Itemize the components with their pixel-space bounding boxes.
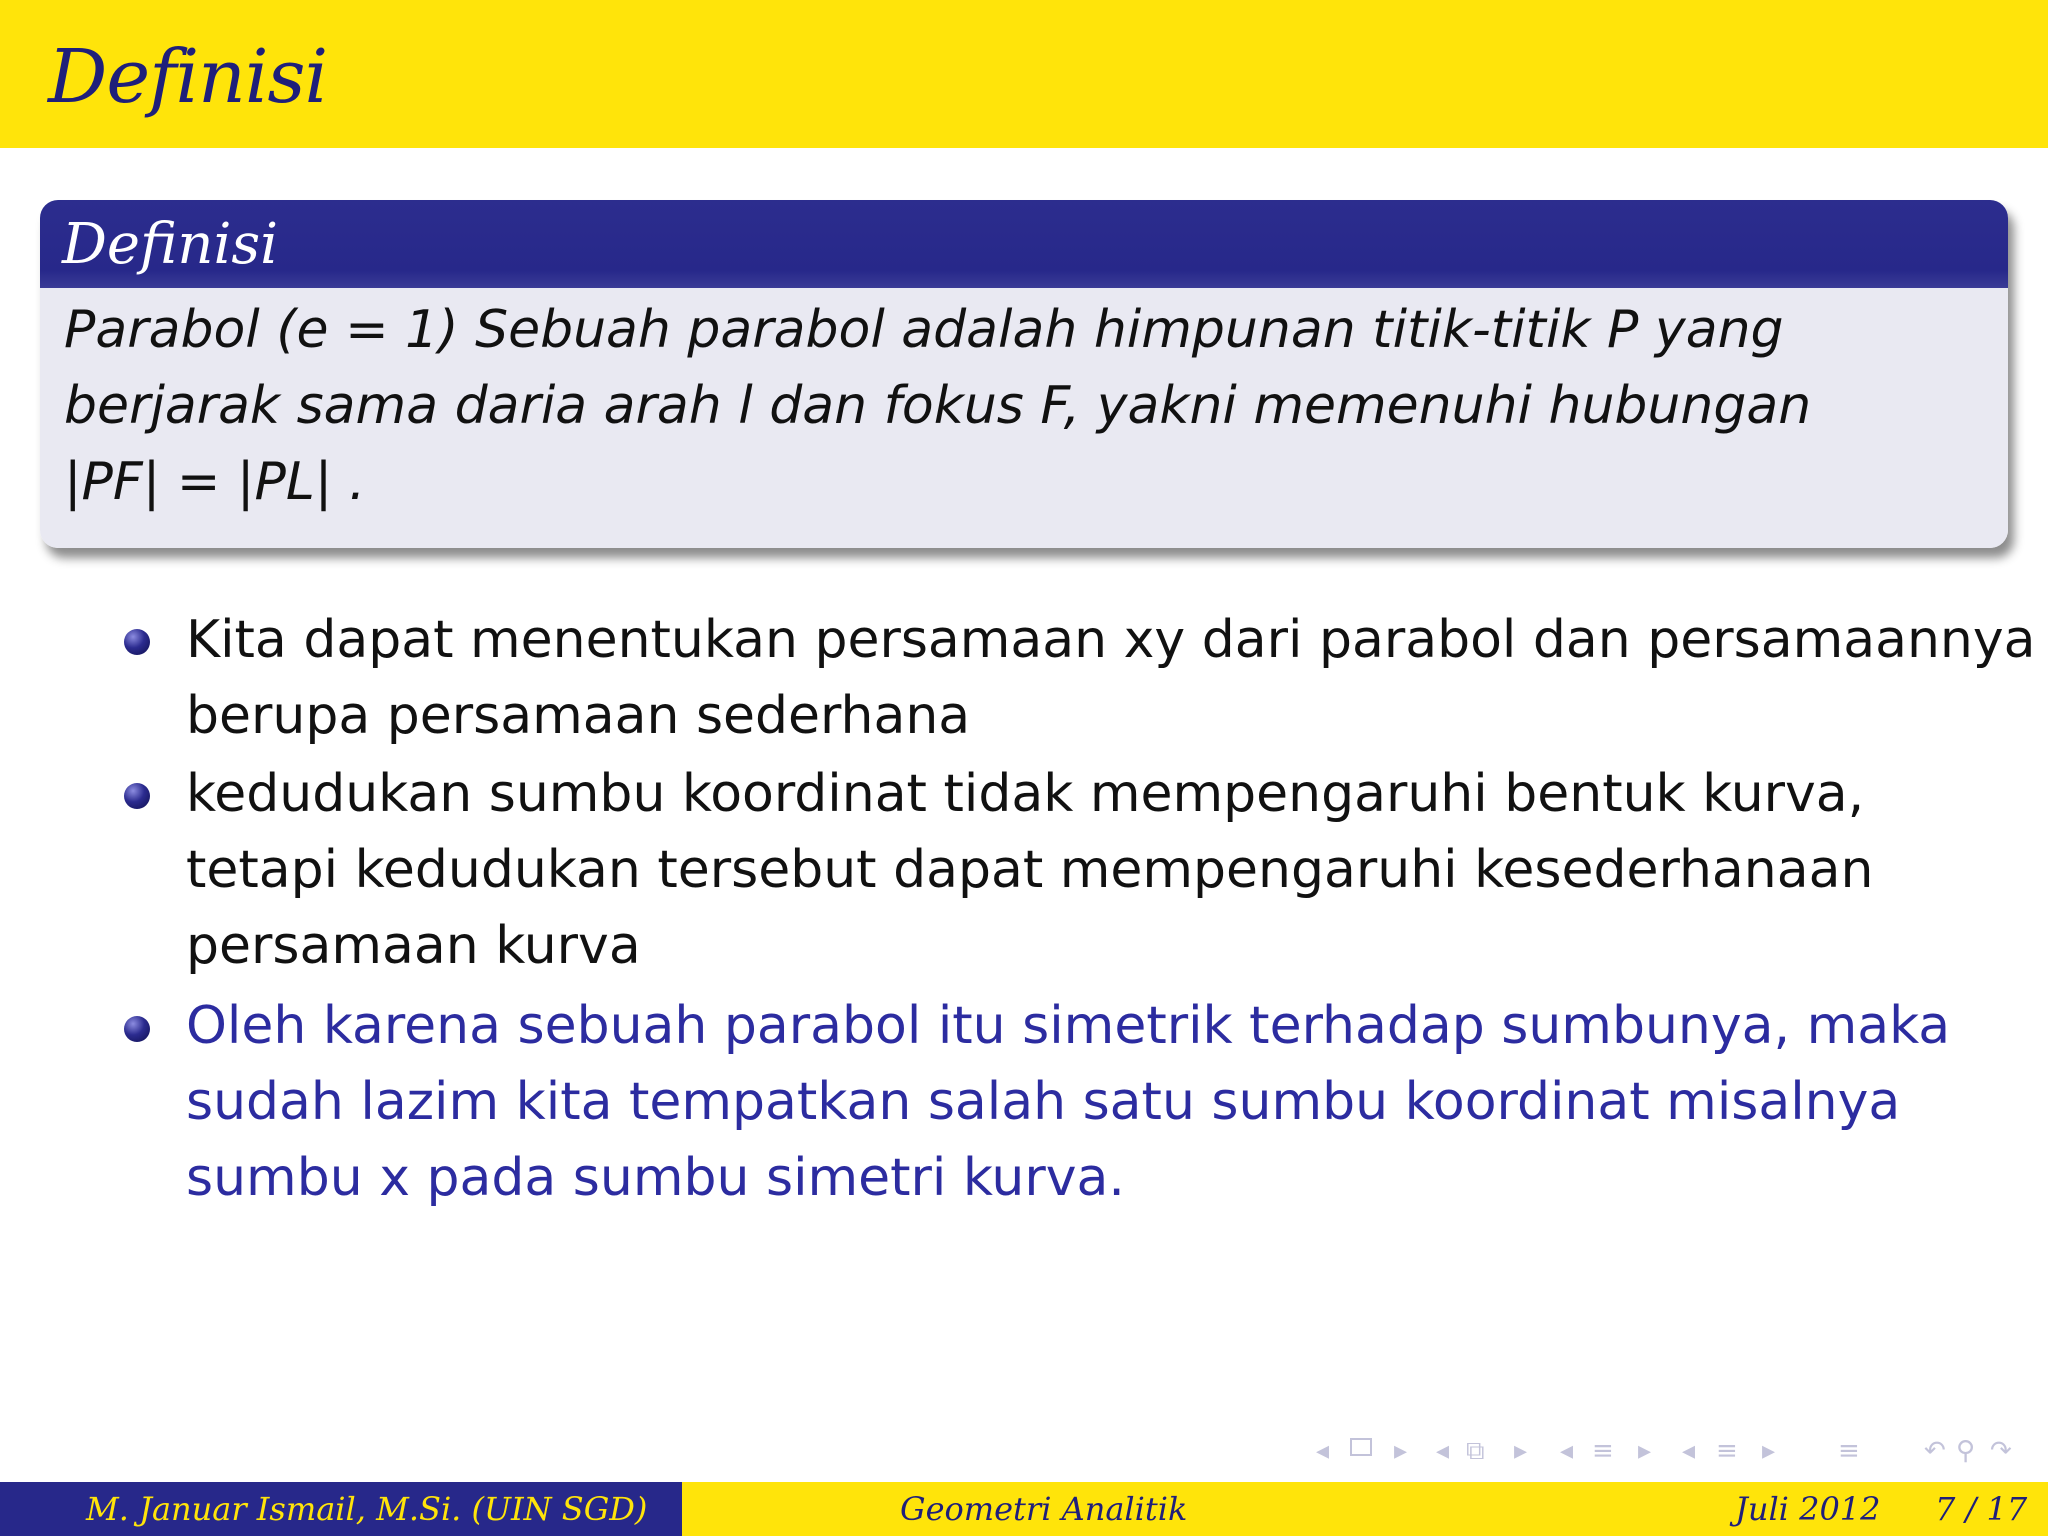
definition-text-line: berjarak sama daria arah l dan fokus F, yakni memenuhi hubungan [64,376,1812,436]
frame-title: Definisi [48,34,328,120]
nav-section-next-icon[interactable]: ▸ [1638,1436,1652,1466]
nav-part-next-icon[interactable]: ▸ [1762,1436,1776,1466]
nav-part-icon[interactable]: ≡ [1716,1436,1738,1466]
nav-section-icon[interactable]: ≡ [1592,1436,1614,1466]
bullet-text-line: Kita dapat menentukan persamaan xy dari parabol dan persamaannya [186,610,2036,670]
footer-bar [0,1482,2048,1536]
bullet-text-line: sumbu x pada sumbu simetri kurva. [186,1148,1125,1208]
nav-search-icon[interactable]: ⚲ [1956,1436,1976,1466]
bullet-marker-icon [124,1016,150,1042]
definition-block [40,200,2008,548]
nav-section-prev-icon[interactable]: ◂ [1560,1436,1574,1466]
bullet-text-line: kedudukan sumbu koordinat tidak mempengaruhi bentuk kurva, [186,764,1865,824]
bullet-text-line: berupa persamaan sederhana [186,686,971,746]
footer-course-section [682,1482,1365,1536]
footer-course: Geometri Analitik [900,1490,1188,1528]
definition-block-body [40,288,2008,548]
footer-date: Juli 2012 [1735,1490,1881,1528]
bullet-marker-icon [124,783,150,809]
footer-date-section [1365,1482,2048,1536]
nav-frame-icon[interactable] [1350,1438,1372,1456]
bullet-marker-icon [124,629,150,655]
footer-author-section [0,1482,682,1536]
bullet-text-line: Oleh karena sebuah parabol itu simetrik terhadap sumbunya, maka [186,996,1951,1056]
nav-frame-prev-icon[interactable]: ◂ [1316,1436,1330,1466]
footer-author: M. Januar Ismail, M.Si. (UIN SGD) [86,1490,648,1528]
bullet-text-line: tetapi kedudukan tersebut dapat mempengaruhi kesederhanaan [186,840,1874,900]
definition-text-line: Parabol (e = 1) Sebuah parabol adalah himpunan titik-titik P yang [64,300,1784,360]
nav-subsection-next-icon[interactable]: ▸ [1514,1436,1528,1466]
nav-align-icon[interactable]: ≡ [1838,1436,1860,1466]
bullet-text-line: persamaan kurva [186,916,641,976]
frame-title-bar [0,0,2048,148]
nav-forward-icon[interactable]: ↷ [1990,1436,2012,1466]
nav-subsection-prev-icon[interactable]: ◂ [1436,1436,1450,1466]
nav-back-icon[interactable]: ↶ [1924,1436,1946,1466]
nav-part-prev-icon[interactable]: ◂ [1682,1436,1696,1466]
bullet-text-line: sudah lazim kita tempatkan salah satu sumbu koordinat misalnya [186,1072,1901,1132]
nav-subsection-icon[interactable]: ⧉ [1466,1436,1485,1466]
footer-page-number: 7 / 17 [1935,1490,2028,1528]
definition-block-title: Definisi [62,212,279,277]
definition-formula: |PF| = |PL| . [64,452,366,512]
nav-frame-next-icon[interactable]: ▸ [1394,1436,1408,1466]
definition-block-header [40,200,2008,288]
